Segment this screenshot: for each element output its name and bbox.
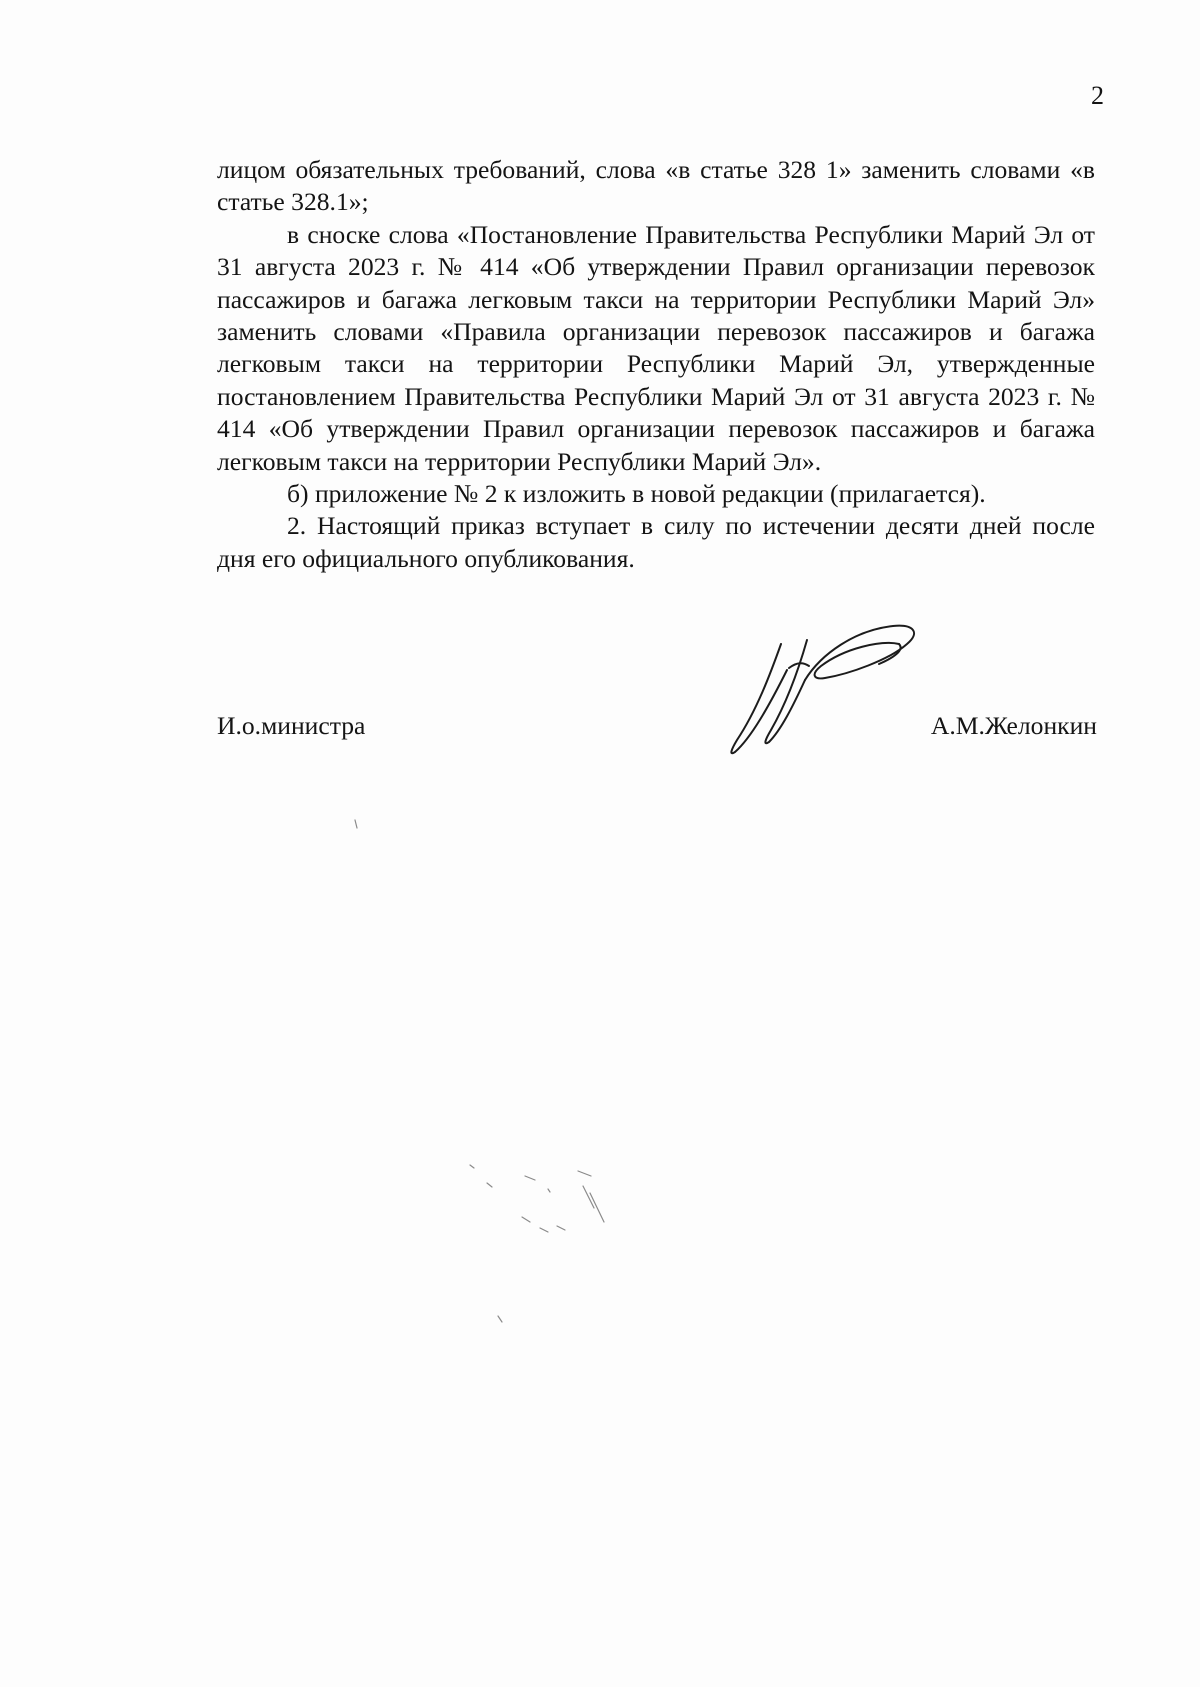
page-number: 2 <box>1091 81 1104 110</box>
signature-block <box>217 622 1097 782</box>
handwritten-signature <box>729 622 959 782</box>
signatory-name: А.М.Желонкин <box>930 711 1097 740</box>
signatory-role: И.о.министра <box>217 711 366 740</box>
paragraph-3: б) приложение № 2 к изложить в новой редакции (прилагается). <box>287 479 986 509</box>
paragraph-4: 2. Настоящий приказ вступает в силу по истечении десяти дней после дня его официального опубликования. <box>217 511 1095 573</box>
paragraph-1: лицом обязательных требований, слова «в статье 328 1» заменить словами «в статье 328.1»; <box>217 155 1095 217</box>
paragraph-2: в сноске слова «Постановление Правительства Республики Марий Эл от 31 августа 2023 г. № 414 «Об утверждении Правил организации перевозок пассажиров и багажа легковым такси на территории Республики Марий Эл» заменить словами «Правила организации перевозок пассажиров и багажа легковым такси на территории Республики Марий Эл, утвержденные постановлением Правительства Республики Марий Эл от 31 августа 2023 г. № 414 «Об утверждении Правил организации перевозок пассажиров и багажа легковым такси на территории Республики Марий Эл». <box>217 219 1095 476</box>
document-body <box>217 154 1095 575</box>
